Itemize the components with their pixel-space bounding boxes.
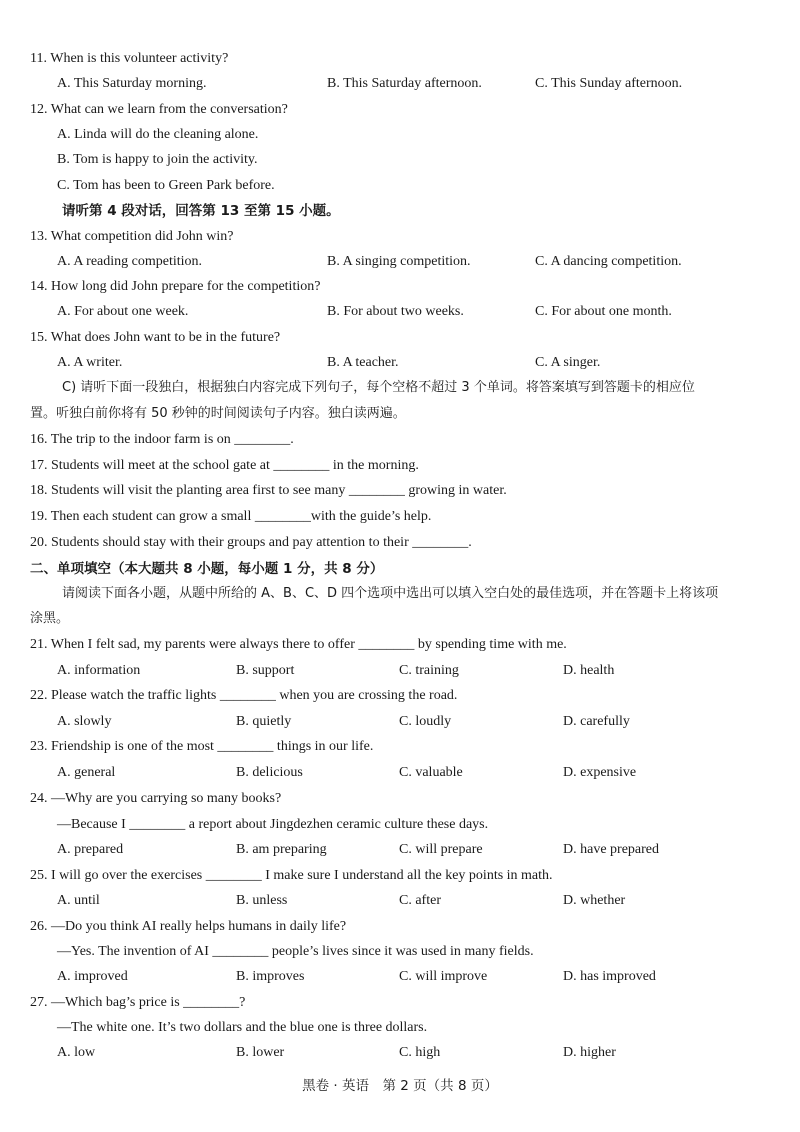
q25-option-b: B. unless — [236, 893, 288, 908]
question-13: 13. What competition did John win? — [30, 229, 234, 244]
q13-option-b: B. A singing competition. — [327, 254, 471, 269]
q24-option-b: B. am preparing — [236, 842, 327, 857]
q24-option-c: C. will prepare — [399, 842, 483, 857]
q21-option-c: C. training — [399, 663, 459, 678]
part-2-heading: 二、单项填空（本大题共 8 小题，每小题 1 分，共 8 分） — [30, 561, 384, 577]
question-27: 27. —Which bag’s price is ________? — [30, 995, 246, 1010]
q24-option-d: D. have prepared — [563, 842, 660, 857]
q25-option-a: A. until — [57, 893, 100, 908]
q26-option-c: C. will improve — [399, 969, 488, 984]
question-18: 18. Students will visit the planting area first to see many ________ growing in water. — [30, 483, 507, 498]
question-24: 24. —Why are you carrying so many books? — [30, 791, 282, 806]
q14-option-a: A. For about one week. — [57, 304, 189, 319]
q22-option-b: B. quietly — [236, 714, 292, 729]
q21-option-d: D. health — [563, 663, 615, 678]
q22-option-d: D. carefully — [563, 714, 630, 729]
question-26-response: —Yes. The invention of AI ________ people’s lives since it was used in many fields. — [57, 944, 534, 959]
q22-option-c: C. loudly — [399, 714, 452, 729]
q27-option-d: D. higher — [563, 1045, 616, 1060]
question-23: 23. Friendship is one of the most ________ things in our life. — [30, 739, 374, 754]
question-27-response: —The white one. It’s two dollars and the blue one is three dollars. — [57, 1020, 428, 1035]
question-19: 19. Then each student can grow a small ________with the guide’s help. — [30, 509, 432, 524]
q12-option-a: A. Linda will do the cleaning alone. — [57, 127, 259, 142]
section-c-directions-line1: C) 请听下面一段独白，根据独白内容完成下列句子，每个空格不超过 3 个单词。将答案填写到答题卡的相应位 — [62, 380, 695, 395]
section-c-directions-line2: 置。听独白前你将有 50 秒钟的时间阅读句子内容。独白读两遍。 — [30, 406, 406, 421]
q27-option-a: A. low — [57, 1045, 96, 1060]
q27-option-c: C. high — [399, 1045, 441, 1060]
question-12: 12. What can we learn from the conversation? — [30, 102, 288, 117]
q25-option-c: C. after — [399, 893, 441, 908]
question-21: 21. When I felt sad, my parents were always there to offer ________ by spending time with me. — [30, 637, 567, 652]
q15-option-c: C. A singer. — [535, 355, 601, 370]
question-24-response: —Because I ________ a report about Jingdezhen ceramic culture these days. — [57, 817, 489, 832]
question-26: 26. —Do you think AI really helps humans in daily life? — [30, 919, 347, 934]
question-22: 22. Please watch the traffic lights ________ when you are crossing the road. — [30, 688, 458, 703]
part-2-directions-line1: 请阅读下面各小题，从题中所给的 A、B、C、D 四个选项中选出可以填入空白处的最佳选项，并在答题卡上将该项 — [62, 586, 719, 601]
section-4-directions: 请听第 4 段对话，回答第 13 至第 15 小题。 — [62, 203, 340, 219]
q21-option-a: A. information — [57, 663, 141, 678]
q23-option-d: D. expensive — [563, 765, 637, 780]
q24-option-a: A. prepared — [57, 842, 124, 857]
q12-option-b: B. Tom is happy to join the activity. — [57, 152, 258, 167]
q13-option-c: C. A dancing competition. — [535, 254, 682, 269]
q15-option-a: A. A writer. — [57, 355, 123, 370]
q23-option-a: A. general — [57, 765, 116, 780]
q27-option-b: B. lower — [236, 1045, 285, 1060]
q25-option-d: D. whether — [563, 893, 626, 908]
q11-option-a: A. This Saturday morning. — [57, 76, 207, 91]
q11-option-b: B. This Saturday afternoon. — [327, 76, 482, 91]
question-20: 20. Students should stay with their groups and pay attention to their ________. — [30, 535, 472, 550]
q26-option-b: B. improves — [236, 969, 305, 984]
q11-option-c: C. This Sunday afternoon. — [535, 76, 683, 91]
q26-option-d: D. has improved — [563, 969, 656, 984]
q22-option-a: A. slowly — [57, 714, 112, 729]
part-2-directions-line2: 涂黑。 — [30, 611, 70, 626]
question-17: 17. Students will meet at the school gate at ________ in the morning. — [30, 458, 419, 473]
q12-option-c: C. Tom has been to Green Park before. — [57, 178, 275, 193]
question-25: 25. I will go over the exercises ________ I make sure I understand all the key points in math. — [30, 868, 553, 883]
q13-option-a: A. A reading competition. — [57, 254, 203, 269]
q23-option-c: C. valuable — [399, 765, 463, 780]
q21-option-b: B. support — [236, 663, 295, 678]
question-15: 15. What does John want to be in the future? — [30, 330, 281, 345]
q14-option-b: B. For about two weeks. — [327, 304, 464, 319]
question-14: 14. How long did John prepare for the competition? — [30, 279, 321, 294]
q23-option-b: B. delicious — [236, 765, 303, 780]
question-16: 16. The trip to the indoor farm is on ________. — [30, 432, 294, 447]
q14-option-c: C. For about one month. — [535, 304, 672, 319]
q15-option-b: B. A teacher. — [327, 355, 399, 370]
page-footer: 黑卷 · 英语 第 2 页（共 8 页） — [302, 1078, 498, 1094]
question-11: 11. When is this volunteer activity? — [30, 51, 229, 66]
q26-option-a: A. improved — [57, 969, 128, 984]
